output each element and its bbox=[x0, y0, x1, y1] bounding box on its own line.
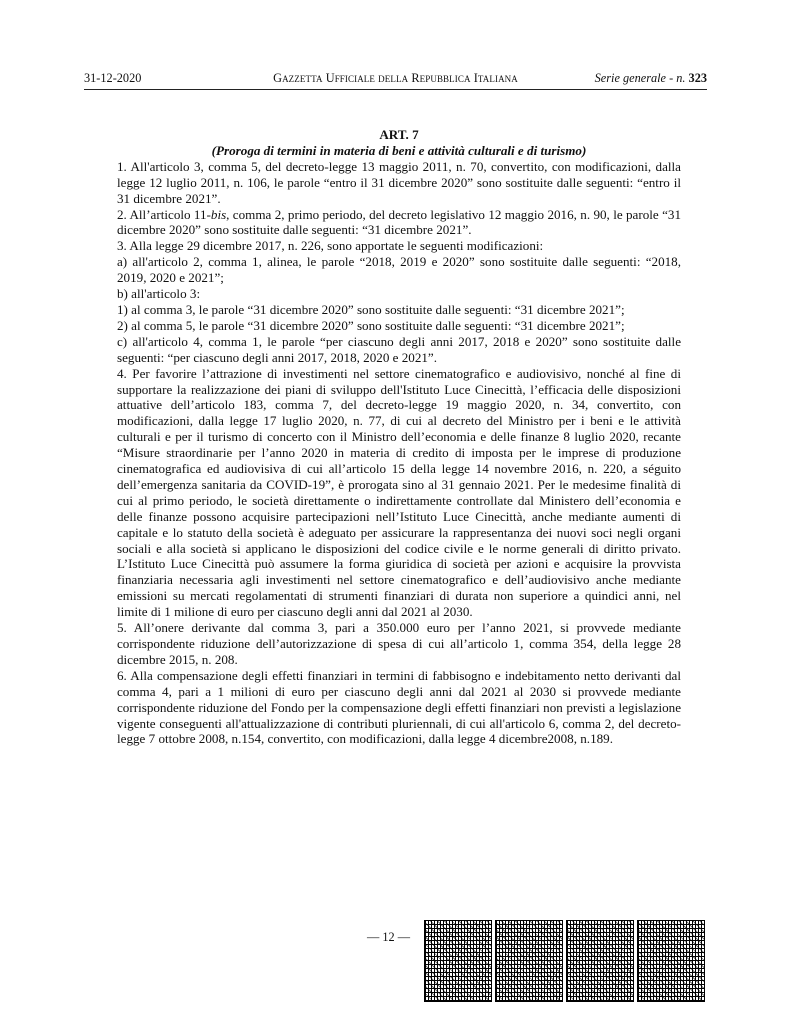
paragraph-2-italic: bis bbox=[210, 206, 227, 222]
datamatrix-code-1 bbox=[424, 920, 492, 1002]
paragraph-3a: a) all'articolo 2, comma 1, alinea, le parole “2018, 2019 e 2020” sono sostituite dalle seguenti: “2018, 2019, 2020 e 2021”; bbox=[117, 254, 681, 286]
paragraph-3b2: 2) al comma 5, le parole “31 dicembre 2020” sono sostituite dalle seguenti: “31 dicembre 2021”; bbox=[117, 317, 625, 333]
article-body bbox=[117, 127, 681, 747]
header-serie-number: 323 bbox=[688, 71, 707, 85]
paragraph-5: 5. All’onere derivante dal comma 3, pari a 350.000 euro per l’anno 2021, si provvede mediante corrispondente riduzione dell’autorizzazione di spesa di cui all’articolo 1, comma 354, della legge 28 dicembre 2015, n. 208. bbox=[117, 620, 681, 667]
paragraph-6: 6. Alla compensazione degli effetti finanziari in termini di fabbisogno e indebitamento netto derivanti dal comma 4, pari a 1 milioni di euro per ciascuno degli anni dal 2021 al 2030 si provvede mediante corrispondente riduzione del Fondo per la compensazione degli effetti finanziari non previsti a legislazione vigente conseguenti all'attualizzazione di contributi pluriennali, di cui all'articolo 6, comma 2, del decreto-legge 7 ottobre 2008, n.154, convertito, con modificazioni, dalla legge 4 dicembre2008, n.189. bbox=[117, 667, 681, 747]
header-title: Gazzetta Ufficiale della Repubblica Italiana bbox=[273, 71, 518, 85]
paragraph-3c: c) all'articolo 4, comma 1, le parole “per ciascuno degli anni 2017, 2018 e 2020” sono sostituite dalle seguenti: “per ciascuno degli anni 2017, 2018, 2020 e 2021”. bbox=[117, 333, 681, 365]
header-rule bbox=[84, 89, 707, 90]
datamatrix-code-2 bbox=[495, 920, 563, 1002]
paragraph-3b1: 1) al comma 3, le parole “31 dicembre 2020” sono sostituite dalle seguenti: “31 dicembre 2021”; bbox=[117, 301, 625, 317]
article-title: (Proroga di termini in materia di beni e attività culturali e di turismo) bbox=[211, 142, 587, 158]
datamatrix-code-3 bbox=[566, 920, 634, 1002]
datamatrix-codes bbox=[424, 920, 705, 1002]
header-date: 31-12-2020 bbox=[84, 71, 142, 85]
paragraph-1: 1. All'articolo 3, comma 5, del decreto-legge 13 maggio 2011, n. 70, convertito, con modificazioni, dalla legge 12 luglio 2011, n. 106, le parole “entro il 31 dicembre 2020” sono sostituite dalle seguenti: “entro il 31 dicembre 2021”. bbox=[117, 158, 681, 206]
datamatrix-code-4 bbox=[637, 920, 705, 1002]
article-number: ART. 7 bbox=[379, 127, 419, 142]
paragraph-4: 4. Per favorire l’attrazione di investimenti nel settore cinematografico e audiovisivo, nonché al fine di supportare la realizzazione dei piani di sviluppo dell'Istituto Luce Cinecittà, l’efficacia delle disposizioni attuative dell’articolo 183, comma 7, del decreto-legge 19 maggio 2020, n. 34, convertito, con modificazioni, dalla legge 17 luglio 2020, n. 77, di cui al decreto del Ministro per i beni e le attività culturali e per il turismo di concerto con il Ministro dell’economia e delle finanze 8 luglio 2020, recante “Misure straordinarie per l’anno 2020 in materia di credito di imposta per le imprese di produzione cinematografica ed audiovisiva di cui all’articolo 15 della legge 14 novembre 2016, n. 220, a séguito dell’emergenza sanitaria da COVID-19”, è prorogata sino al 31 gennaio 2021. Per le medesime finalità di cui al primo periodo, le società direttamente o indirettamente controllate dal Ministero dell’economia e delle finanze possono acquisire partecipazioni nell’Istituto Luce Cinecittà, anche mediante aumenti di capitale e lo statuto della società è adeguato per assicurare la rappresentanza dei nuovi soci negli organi sociali e alla società si applicano le disposizioni del codice civile e le norme generali di diritto privato. L’Istituto Luce Cinecittà può assumere la forma giuridica di società per azioni e acquisire la provvista finanziaria necessaria agli investimenti nel settore cinematografico e dell’audiovisivo anche mediante emissioni su mercati regolamentati di strumenti finanziari di durata non superiore a quindici anni, nel limite di 1 milione di euro per ciascuno degli anni dal 2021 al 2030. bbox=[117, 365, 681, 620]
page-header bbox=[84, 71, 707, 87]
header-serie bbox=[595, 71, 707, 86]
header-serie-label: Serie generale - n. bbox=[594, 71, 686, 85]
paragraph-2-before: 2. All’articolo 11- bbox=[117, 206, 211, 222]
paragraph-2 bbox=[117, 207, 681, 239]
paragraph-2-after: , comma 2, primo periodo, del decreto legislativo 12 maggio 2016, n. 90, le parole “31 dicembre 2020” sono sostituite dalle seguenti: “31 dicembre 2021”. bbox=[117, 206, 681, 238]
paragraph-3b: b) all'articolo 3: bbox=[117, 286, 201, 302]
page-number: — 12 — bbox=[367, 930, 411, 944]
paragraph-3: 3. Alla legge 29 dicembre 2017, n. 226, sono apportate le seguenti modificazioni: bbox=[117, 238, 544, 254]
